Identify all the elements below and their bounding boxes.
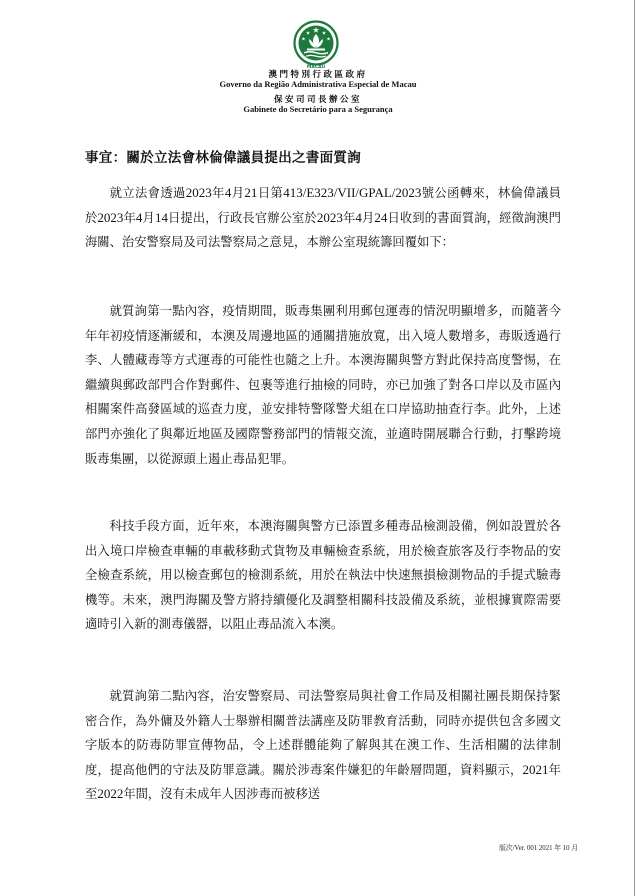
numeral: 413/E323/VII/GPAL/2023 [283, 185, 422, 200]
numeral: 21 [244, 185, 258, 200]
text-run: 月 [231, 186, 245, 200]
text-run: 就質詢第一點內容，疫情期間，販毒集團利用郵包運毒的情況明顯增多，而隨著今年年初疫情逐漸緩和，本澳及周邊地區的通關措施放寬，出入境人數增多，毒販透過行李、人體藏毒等方式運毒的可能性也隨之上升。本澳海關與警方對此保持高度警惕，在繼續與郵政部門合作對郵件、包裹等進行抽檢的同時，亦已加強了對各口岸以及市區內相關案件高發區域的巡查力度，並安排特警隊警犬組在口岸協助抽查行李。此外，上述部門亦強化了與鄰近地區及國際警務部門的情報交流，並適時開展聯合行動，打擊跨境販毒集團，以從源頭上遏止毒品犯罪。 [85, 304, 561, 466]
numeral: 2023 [316, 209, 343, 225]
text-run: 年 [342, 210, 356, 225]
numeral: 4 [355, 209, 362, 225]
numeral: 2023 [97, 209, 124, 225]
office-name-zh: 保安司司長辦公室 [273, 95, 362, 105]
text-run: 號公函轉來，林倫偉議員於 [85, 186, 561, 225]
text-run: 年間，沒有未成年人因涉毒而被移送 [123, 787, 321, 802]
government-name-zh: 澳門特別行政區政府 [268, 70, 368, 80]
numeral: 14 [154, 209, 168, 225]
numeral: 4 [224, 185, 232, 200]
version-footer: 版次/Ver. 001 2021 年 10 月 [499, 845, 578, 852]
paragraph [85, 684, 561, 807]
numeral: 2021 [522, 761, 549, 777]
paragraph [85, 514, 561, 637]
text-run: 月 [142, 210, 155, 225]
page-edge [634, 0, 635, 896]
government-name-pt: Governo da Região Administrativa Especial de Macau [219, 79, 417, 89]
paragraph [85, 299, 561, 471]
numeral: 2022 [97, 786, 124, 802]
text-run: 日收到的書面質詢，經徵詢澳門海關、治安警察局及司法警察局之意見，本辦公室現統籌回覆如下： [85, 210, 561, 250]
text-run: 年至 [85, 762, 561, 802]
macao-sar-emblem-icon [287, 19, 345, 69]
text-run: 就立法會透過 [109, 186, 186, 200]
emblem-text: MACAU [306, 65, 326, 69]
text-run: 就質詢第二點內容，治安警察局、司法警察局與社會工作局及相關社團長期保持緊密合作，為外傭及外籍人士舉辦相關普法講座及防罪教育活動，同時亦提供包含多國文字版本的防毒防罪宣傳物品，令上述群體能夠了解與其在澳工作、生活相關的法律制度，提高他們的守法及防罪意識。關於涉毒案件嫌犯的年齡層問題，資料顯示， [85, 689, 561, 777]
numeral: 4 [135, 209, 143, 225]
text-run: 年 [211, 186, 225, 200]
text-run: 年 [123, 210, 136, 225]
numeral: 24 [374, 209, 388, 225]
text-run: 日第 [257, 186, 284, 200]
subject-line: 事宜：關於立法會林倫偉議員提出之書面質詢 [85, 150, 361, 166]
text-run: 科技手段方面，近年來，本澳海關與警方已添置多種毒品檢測設備，例如設置於各出入境口岸檢查車輛的車載移動式貨物及車輛檢查系統，用於檢查旅客及行李物品的安全檢查系統，用以檢查郵包的檢測系統，用於在執法中快速無損檢測物品的手提式驗毒機等。未來，澳門海關及警方將持續優化及調整相關科技設備及系統，並根據實際需要適時引入新的測毒儀器，以阻止毒品流入本澳。 [85, 519, 561, 632]
text-run: 日提出，行政長官辦公室於 [167, 210, 317, 225]
text-run: 月 [361, 210, 375, 225]
paragraph [85, 181, 561, 255]
office-name-pt: Gabinete do Secretário para a Segurança [243, 104, 393, 114]
numeral: 2023 [185, 185, 212, 200]
